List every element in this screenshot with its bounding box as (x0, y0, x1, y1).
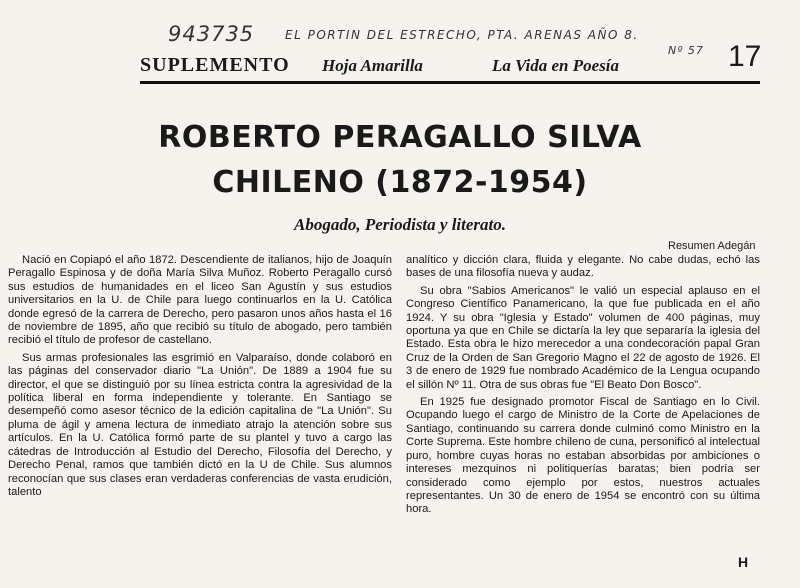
handwritten-source-note: EL PORTIN DEL ESTRECHO, PTA. ARENAS AÑO 8. (285, 28, 639, 42)
left-column (8, 254, 392, 503)
right-column (406, 254, 760, 521)
article-title-line-2: CHILENO (1872-1954) (212, 165, 588, 200)
paragraph: Sus armas profesionales las esgrimió en Valparaíso, donde colaboró en las páginas del conservador diario "La Unión". De 1889 a 1904 fue su director, el que se distinguió por su línea estricta contra la agresividad de la política liberal en forma independiente y tolerante. En Santiago se desempeñó como asesor técnico de la edición capitalina de "La Unión". Su pluma de ágil y amena lectura de inmediato atrajo la atención sobre sus artículos. En la U. Católica formó parte de su plantel y tuvo a cargo las cátedras de Introducción al Estudio del Derecho, Filosofía del Derecho, y Derecho Penal, ramos que también dictó en la U de Chile. Sus alumnos reconocían que sus clases eran verdaderas conferencias de vasta erudición, talento (8, 351, 392, 498)
article-subtitle: Abogado, Periodista y literato. (293, 215, 507, 234)
article-title-line-1: ROBERTO PERAGALLO SILVA (158, 120, 642, 155)
section-label: Hoja Amarilla (322, 56, 423, 75)
article-credit: Resumen Adegán (668, 240, 756, 252)
paragraph: Su obra "Sabios Americanos" le valió un especial aplauso en el Congreso Científico Panamericano, la que fue publicada en el año 1924. Y su obra "Iglesia y Estado" volumen de 400 páginas, muy oportuna ya que en Chile se dictaría la ley que separaría la iglesia del Estado. Esta obra le hizo merecedor a una condecoración papal Gran Cruz de la Orden de San Gregorio Magno el 22 de agosto de 1926. El 3 de enero de 1929 fue nombrado Académico de la Lengua ocupando el sillón Nº 11. Otra de sus obras fue "El Beato Don Bosco". (406, 284, 760, 391)
page-number: 17 (728, 40, 762, 73)
paragraph: En 1925 fue designado promotor Fiscal de Santiago en lo Civil. Ocupando luego el cargo de Ministro de la Corte de Apelaciones de Santiago, continuando su carrera donde culminó como Ministro en la Corte Suprema. Este hombre chileno de cuna, personificó al intelectual puro, hombre cuyas horas no estaban absorbidas por ambiciones o intereses mezquinos ni politiquerías baratas; bien podría ser considerado como ejemplo por estos, nuestros actuales representantes. Un 30 de enero de 1954 se encontró con su última hora. (406, 396, 760, 516)
header-rule (140, 81, 760, 84)
paragraph: Nació en Copiapó el año 1872. Descendiente de italianos, hijo de Joaquín Peragallo Espinosa y de doña María Silva Muñoz. Roberto Peragallo cursó sus estudios de humanidades en el liceo San Agustín y sus estudios universitarios en la U. de Chile para luego continuarlos en la U. Católica donde egresó de la carrera de Derecho, pero pasaron unos años hasta el 16 de noviembre de 1895, año que recibió su título de abogado, pero también recibió el título de profesor de castellano. (8, 254, 392, 347)
paragraph: analítico y dicción clara, fluida y elegante. No cabe dudas, echó las bases de una filosofía nueva y audaz. (406, 254, 760, 280)
handwritten-issue-note: Nº 57 (668, 44, 704, 57)
supplement-label: SUPLEMENTO (140, 54, 290, 76)
column-label: La Vida en Poesía (492, 56, 620, 75)
end-mark: H (738, 554, 749, 570)
handwritten-catalog-number: 943735 (168, 22, 255, 46)
